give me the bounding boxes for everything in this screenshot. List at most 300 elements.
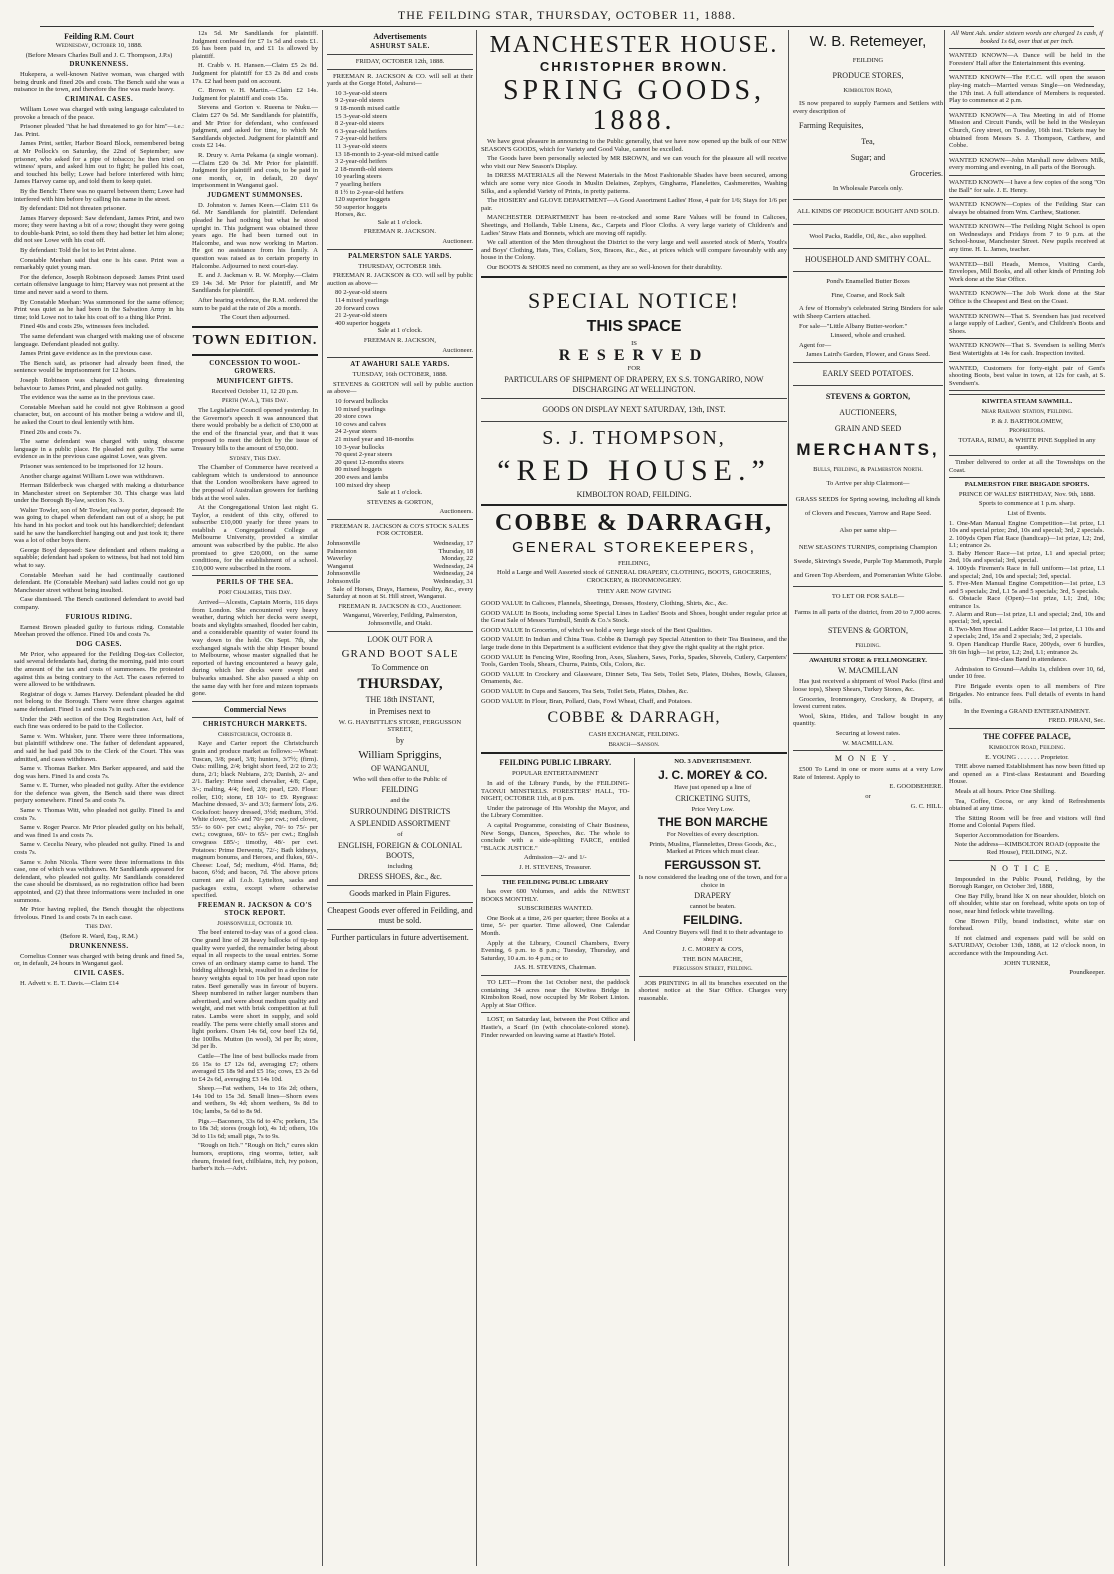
coal-text: HOUSEHOLD AND SMITHY COAL. bbox=[805, 255, 931, 265]
ad-date: FRIDAY, OCTOBER 12th, 1888. bbox=[355, 58, 445, 65]
ad-paragraph: Admission—2/- and 1/- bbox=[523, 854, 587, 862]
event-item: 7. Alarm and Run—1st prize, L1 and special; 2nd, 10s and special; 3rd, special. bbox=[949, 610, 1105, 626]
proprietors: Proprietors. bbox=[1009, 427, 1045, 435]
ad-paragraph: Apply at the Library, Council Chambers, Every Evening, 6 p.m. to 8 p.m.; Tuesday, Thursday, and Saturday, 10 a.m. to 4 p.m.; or to bbox=[481, 939, 630, 962]
court-heading: DOG CASES. bbox=[76, 640, 122, 648]
morey-signature: J. C. MOREY & CO'S, bbox=[682, 945, 744, 953]
sales-date: Wednesday, 24 bbox=[433, 562, 473, 570]
ad-paragraph: FREEMAN R. JACKSON & CO. will sell at their yards at the Gorge Hotel, Ashurst— bbox=[327, 72, 473, 88]
prince-birthday: PRINCE OF WALES' BIRTHDAY, Nov. 9th, 1888. bbox=[958, 490, 1096, 498]
wanted-ad: WANTED KNOWN—That S. Svendsen is selling Men's Best Watertights at 14s for cash. Inspection invited. bbox=[949, 342, 1105, 357]
news-column bbox=[192, 30, 318, 1566]
ad-signature: FREEMAN R. JACKSON & CO., Auctioneer. bbox=[338, 602, 462, 610]
ad-signature: FRED. PIRANI, Sec. bbox=[1048, 717, 1105, 725]
ad-paragraph: One Brown Filly, brand indistinct, white star on forehead. bbox=[949, 917, 1105, 933]
stevens-gorton-2: STEVENS & GORTON, bbox=[827, 626, 909, 636]
court-paragraph: Joseph Robinson was charged with using threatening behaviour to James Print, and pleaded not guilty. bbox=[14, 376, 184, 392]
ad-paragraph: STEVENS & GORTON will sell by public auction as above— bbox=[327, 380, 473, 396]
wanted-ad: WANTED KNOWN—That S. Svendsen has just received a large supply of Ladies', Gent's, and Children's Boots and Shoes. bbox=[949, 312, 1105, 335]
news-heading: PERILS OF THE SEA. bbox=[216, 579, 294, 587]
news-paragraph: Kaye and Carter report the Christchurch grain and produce market as follows:—Wheat: Tuscan, 3/8; pearl, 3/8; hunters, 3/7½; (firm). Oats: milling, 2/4; bright short feed, 2/2 to 2/3; duns, 2/1; black Nubians, 2/3; Danish, 2/- and 2/1. Barley: Prime seed chevalier, 4/8; Cape, 3/-; malting, 4/4; feed, 2/8; pearl, £20. Flour: roller, £10; stone, £8 10/- to £9. Ryegrass: Machine dressed, 3/- and 3/3; farmers' lots, 2/6. Cocksfoot: heavy dressed, 3½d; medium, 3½d. White clover, 55/- and 70/- per cwt.; red clover, 55/- to 60/- per cwt.; alsyke, 70/- to 75/- per cwt.; cowgrass, 60/- to 65/- per cwt.; English cowgrass £85/-; timothy, 48/- per cwt. Potatoes: Prime Derwents, 72/-; Bath kidneys, magnum bonums, and Heroes, and flukes, 60/-. Cheese: Loaf, 5d; medium, 4½d. Hams, 8d; bacon, 6½d; and bacon, 7d. The above prices current are all f.o.b. Lyttelton, sacks and packages extra, except where otherwise specified. bbox=[192, 740, 318, 900]
kimbolton-road: Kimbolton Road, bbox=[843, 86, 893, 94]
boot-sale-title: GRAND BOOT SALE bbox=[341, 647, 459, 660]
bartholomew: P. & J. BARTHOLOMEW, bbox=[991, 417, 1063, 425]
lot-item: 10 mixed yearlings bbox=[335, 405, 386, 413]
good-value-item: GOOD VALUE In Calicoes, Flannels, Sheetings, Dresses, Hosiery, Clothing, Shirts, &c., &c. bbox=[481, 600, 728, 608]
court-paragraph: Fined 20s and costs 7s. bbox=[20, 428, 81, 436]
court-paragraph: Registrar of dogs v. James Harvey. Defendant pleaded he did not belong to the Borough. There were three charges against same defendant. Fined 1s and costs 7s in each case. bbox=[14, 690, 184, 713]
ad-signature: W. MACMILLAN. bbox=[842, 739, 894, 747]
sales-place: Wanganui bbox=[327, 562, 354, 570]
let-sale: TO LET OR FOR SALE— bbox=[831, 592, 905, 600]
lot-item: 21 mixed year and 18-months bbox=[335, 435, 414, 443]
notice-title: NOTICE. bbox=[990, 863, 1064, 873]
ad-signature: STEVENS & GORTON, bbox=[367, 498, 433, 506]
sales-place: Johnsonville bbox=[327, 540, 361, 548]
or-text: or bbox=[865, 793, 871, 800]
commercial-title: Commercial News bbox=[223, 704, 287, 714]
boot-sale-text: SURROUNDING DISTRICTS bbox=[349, 806, 451, 816]
event-item: 4. 100yds Firemen's Race in full uniform—1st prize, L1 and special; 2nd, 10s and special; 3rd, special. bbox=[949, 565, 1105, 580]
is-text: IS bbox=[631, 339, 637, 347]
court-heading: FURIOUS RIDING. bbox=[65, 613, 133, 621]
wanted-ad: WANTED KNOWN—Copies of the Feilding Star can always be obtained from Wm. Carthew, Stationer. bbox=[949, 201, 1105, 216]
court-paragraph: James Harvey deposed: Saw defendant, James Print, and two more; they were having a bit of a row; thought they were going to double-bank Print, so told them they had better let him alone; did not see Lowe with his coat off. bbox=[14, 214, 184, 245]
court-paragraph: Hukepera, a well-known Native woman, was charged with being drunk and fined 20s and costs. The Bench said she was a nuisance in the town, and therefore the fine was made heavy. bbox=[14, 71, 184, 94]
ad-paragraph: Hold a Large and Well Assorted stock of GENERAL DRAPERY, CLOTHING, BOOTS, GROCERIES, CROCKERY, & IRONMONGERY. bbox=[497, 569, 771, 584]
wanted-ad: WANTED KNOWN—The Job Work done at the Star Office is the Cheapest and Best on the Coast. bbox=[949, 290, 1105, 306]
sales-place: Waverley bbox=[327, 555, 353, 563]
stevens-gorton-title: STEVENS & GORTON, bbox=[825, 391, 911, 401]
boot-sale-text: Cheapest Goods ever offered in Feilding, and must be sold. bbox=[327, 906, 473, 926]
boot-sale-text: of bbox=[397, 830, 403, 838]
lot-item: 80 2-year-old steers bbox=[335, 289, 388, 297]
boot-sale-text: DRESS SHOES, &c., &c. bbox=[358, 872, 442, 882]
good-value-item: GOOD VALUE In Cups and Saucers, Tea Sets, Toilet Sets, Plates, Dishes, &c. bbox=[481, 688, 689, 695]
event-item: 9. Open Handicap Hurdle Race, 200yds, over 6 hurdles, 3ft 6in high—1st prize, L2; 2nd, L1; entrance 2s. bbox=[949, 641, 1105, 656]
ad-paragraph: Prints, Muslins, Flannelettes, Dress Goods, &c., Marked at Prices which must clear. bbox=[649, 840, 777, 856]
lot-item: 10 yearling steers bbox=[335, 173, 382, 181]
ad-paragraph: And Country Buyers will find it to their advantage to shop at bbox=[642, 928, 783, 944]
events-list bbox=[949, 520, 1105, 657]
wanted-ad: WANTED KNOWN—A Tea Meeting in aid of Home Mission and Circuit Funds, will be held in the Wesleyan Church, Grey street, on Tuesday, 16th inst. Tickets may be obtained from Messrs S. J. Thompson, Carthew, and Cobbe. bbox=[949, 111, 1105, 150]
ad-paragraph: In DRESS MATERIALS all the Newest Materials in the Most Fashionable Shades have been secured, among which are some very nice Goods in Muslin Delaines, Zephyrs, Ginghams, Flanelettes, Cashmerettes, Washing Silks, and a splendid Variety of Prints, in pretty patterns. bbox=[481, 172, 787, 195]
court-paragraph: Same v. Wm. Whisker, junr. There were three informations, but plaintiff withdrew one. The father of defendant appeared, and said he had paid 30s to the Clerk of the Court. This was admitted, and cases withdrawn. bbox=[14, 732, 184, 763]
ad-paragraph: cannot be beaten. bbox=[689, 903, 736, 911]
fergusson-title: FERGUSSON ST. bbox=[664, 857, 762, 872]
coffee-palace-title: THE COFFEE PALACE, bbox=[983, 731, 1071, 741]
ad-paragraph: Admission to Ground—Adults 1s, children over 10, 6d, under 10 free. bbox=[949, 665, 1105, 681]
boot-sale-look: LOOK OUT FOR A bbox=[367, 634, 433, 644]
lot-item: 20 quest 12-months steers bbox=[335, 458, 404, 466]
lot-item: 6 3-year-old heifers bbox=[335, 127, 387, 135]
events-heading: List of Events. bbox=[1007, 509, 1047, 517]
boot-sale-text: and the bbox=[390, 797, 410, 805]
coffee-palace-address: Kimbolton Road, Feilding. bbox=[988, 743, 1066, 751]
wanted-ad: WANTED KNOWN—The Feilding Night School is open on Wednesdays and Fridays from 7 to 9 p.m. at the School-house, Manchester Street. New pupils received at any time. H. L. James, teacher. bbox=[949, 223, 1105, 254]
sales-date: Wednesday, 24 bbox=[433, 570, 473, 578]
lot-item: 9 18-month mixed cattle bbox=[335, 104, 400, 112]
boot-sale-text: A SPLENDID ASSORTMENT bbox=[349, 818, 451, 828]
court-paragraph: Same v. Thomas Witt, who pleaded not guilty. Fined 1s and costs 7s. bbox=[14, 807, 184, 822]
news-paragraph: D. Johnston v. James Keen.—Claim £11 6s 6d. Mr Sandilands for plaintiff. Defendant pleaded he had nothing but what he stood upright in. This judgment was obtained three years ago. He had been turned out in Halcombe, and was now working in Marton. He got no assistance from his family. A question was raised as to certain property in Halcombe. Adjourned to next court-day. bbox=[192, 201, 318, 270]
advertisements-header: Advertisements bbox=[373, 32, 427, 41]
lot-item: 7 yearling heifers bbox=[335, 180, 382, 188]
ad-signature: FREEMAN R. JACKSON, bbox=[363, 337, 437, 344]
good-value-item: GOOD VALUE In Fencing Wire, Roofing Iron, Axes, Slashers, Saws, Forks, Spades, Shovels, Cutlery, Carpenters' Tools, Garden Tools, Shears, Churns, Paints, Oils, Colors, &c. bbox=[481, 653, 787, 669]
court-column bbox=[14, 30, 184, 1566]
good-value-item: GOOD VALUE In Indian and China Teas. Cobbe & Darragh pay Special Attention to their Tea Business, and the large trade done in this Department is a sufficient evidence that they give the right quality at the right price. bbox=[481, 636, 787, 652]
ad-paragraph: has over 600 Volumes, and adds the NEWEST BOOKS MONTHLY. bbox=[481, 888, 630, 903]
advertisements-column bbox=[322, 30, 473, 1566]
ad-paragraph: MANCHESTER DEPARTMENT has been re-stocked and some Rare Values will be found in Calicoes, Sheetings, and Hollands, Table Linens, &c., Carpets and Floor Cloths. A very large variety of Children's and Ladies' Straw Hats and Bonnets, which are moving off rapidly. bbox=[481, 214, 787, 237]
news-paragraph: Stevens and Gorton v. Rueena te Nuku.—Claim £27 0s 5d. Mr Sandilands for plaintiffs, and Mr Prior for defendant, who confessed judgment, and asked for time, to which Mr Sandilands objected. Judgment for plaintiff and costs £2 14s. bbox=[192, 104, 318, 150]
court-paragraph: Same v. E. Turner, who pleaded not guilty. After the evidence for the defence was given, the Bench said there was direct perjury somewhere. Fined 5s and costs 7s. bbox=[14, 782, 184, 805]
cobbe-darragh-town: FEILDING, bbox=[617, 559, 651, 567]
library-title: FEILDING PUBLIC LIBRARY. bbox=[499, 758, 612, 768]
ad-date: TUESDAY, 16th OCTOBER, 1888. bbox=[352, 371, 448, 379]
feilding-small: Feilding. bbox=[855, 642, 881, 650]
cricketing-suits: CRICKETING SUITS, bbox=[675, 793, 751, 803]
court-paragraph: Fined 40s and costs 29s, witnesses fees included. bbox=[20, 323, 150, 331]
lot-list bbox=[327, 398, 473, 489]
ad-paragraph: One Bay Filly, brand like X on near shoulder, blotch on off shoulder, white star on forehead, white spots on top of nose, near hind fetlock white travelling. bbox=[949, 892, 1105, 916]
court-paragraph: For the defence, Joseph Robinson deposed: James Print used certain offensive language to him; Harvey was not present at the time and never said a word to them. bbox=[14, 273, 184, 297]
wool-packs: Wool Packs, Raddle, Oil, &c., also supplied. bbox=[809, 232, 927, 240]
reserved-text: RESERVED bbox=[558, 347, 710, 365]
court-paragraph: Same v. John Nicola. There were three informations in this case, one of which was withdrawn. Mr Sandilands appeared for defendant, who pleaded not guilty. Mr Sandilands considered the case should be dismissed, as no registration office had been appointed, and (2) that three informations were included in one summons. bbox=[14, 858, 184, 904]
lot-item: 50 superior hoggets bbox=[335, 203, 388, 211]
sales-date: Wednesday, 17 bbox=[433, 540, 473, 548]
court-paragraph: By defendant: Told the lot to let Print alone. bbox=[20, 247, 137, 255]
this-space: THIS SPACE bbox=[586, 317, 682, 335]
salt-text: Fine, Coarse, and Rock Salt bbox=[831, 291, 905, 299]
boot-sale-text: in Premises next to bbox=[369, 706, 431, 716]
news-heading: MUNIFICENT GIFTS. bbox=[216, 377, 294, 385]
lot-item: 400 superior hoggets bbox=[335, 319, 391, 327]
court-paragraph: George Boyd deposed: Saw defendant and others making a squabble; defendant had spoken to witness, but had not told him what to say. bbox=[14, 546, 184, 570]
lot-item: 120 superior hoggets bbox=[335, 196, 391, 204]
lot-item: 9 2-year-old steers bbox=[335, 97, 384, 105]
news-paragraph: The Legislative Council opened yesterday. In the Governor's speech it was announced that there would probably be a deficit of £30,000 at the end of the financial year, and that it was proposed to meet the deficit by the issue of Treasury bills to the amount of £50,000. bbox=[192, 406, 318, 452]
sales-date: Monday, 22 bbox=[441, 555, 473, 563]
ad-heading: AT AWAHURI SALE YARDS. bbox=[350, 361, 450, 369]
news-paragraph: After hearing evidence, the R.M. ordered the sum to be paid at the rate of 20s a month. bbox=[192, 297, 318, 312]
sales-place: Johnsonville bbox=[327, 570, 361, 578]
ad-paragraph: Our BOOTS & SHOES need no comment, as they are so well-known for their durability. bbox=[487, 263, 723, 271]
ad-paragraph: Wanganui, Waverley, Feilding, Palmerston, Johnsonville, and Otaki. bbox=[342, 612, 458, 627]
sugar-text: Sugar; and bbox=[850, 153, 886, 163]
ad-paragraph: Securing at lowest rates. bbox=[835, 730, 901, 738]
coffee-palace-proprietor: E. YOUNG . . . . . . . Proprietor. bbox=[985, 753, 1069, 761]
court-today: This Day. bbox=[85, 923, 113, 931]
classifieds-header: All Want Ads. under sixteen words are charged 1s cash, if booked 1s 6d, over that at per inch. bbox=[951, 30, 1103, 45]
ad-paragraph: Is now considered the leading one of the town, and for a choice in bbox=[638, 873, 787, 889]
boot-sale-text: FEILDING bbox=[381, 785, 419, 795]
also-text: Also per same ship— bbox=[839, 527, 897, 535]
ad-paragraph: LOST, on Saturday last, between the Post Office and Hastie's, a Scarf (in (with chocolate-colored stone). Finder rewarded on leaving same at Hastie's Hotel. bbox=[481, 1016, 630, 1039]
lot-item: 200 ewes and lambs bbox=[335, 473, 389, 481]
ad-paragraph: A few of Hornsby's celebrated String Binders for sale with Sheep Carriers attached. bbox=[793, 305, 943, 320]
price-low: Price Very Low. bbox=[691, 805, 734, 813]
library-popular: POPULAR ENTERTAINMENT bbox=[512, 770, 599, 778]
ad-paragraph: Have just opened up a line of bbox=[674, 783, 752, 791]
wanted-ad: WANTED KNOWN—The F.C.C. will open the season play-ing match—Married versus Single—on Wednesday, the 17th inst. A full attendance of Members is requested. Play to commence at 2 p.m. bbox=[949, 74, 1105, 105]
ad-signature: JOHN TURNER, bbox=[1003, 959, 1051, 967]
ad-signature-role: Auctioneer. bbox=[442, 346, 473, 354]
ad-paragraph: Tea, Coffee, Cocoa, or any kind of Refreshments obtained at any time. bbox=[949, 797, 1105, 813]
bon-marche-signature: THE BON MARCHE, bbox=[682, 955, 743, 963]
ad-paragraph: Under the patronage of His Worship the Mayor, and the Library Committee. bbox=[481, 804, 630, 820]
event-item: 2. 100yds Open Flat Race (handicap)—1st prize, L2; 2nd, L1; entrance 2s. bbox=[949, 534, 1105, 550]
lot-item: 70 quest 2-year steers bbox=[335, 451, 393, 459]
classifieds-column bbox=[944, 30, 1105, 1566]
court-paragraph: James Print, settler, Harbor Board Block, remembered being at Mr Pollock's on Saturday, the 22nd of September; saw prisoner, who asked for a pipe of tobacco; he then tried on witness' spurs, and asked him out to fight; he pulled his coat, and touched his belly; Lowe had before interfered with him; James Harvey came up, and told them to keep quiet. bbox=[14, 140, 184, 186]
spring-goods-title: SPRING GOODS, 1888. bbox=[502, 75, 766, 136]
ad-paragraph: JOB PRINTING in all its branches executed on the shortest notice at the Star Office. Charges very reasonable. bbox=[638, 979, 787, 1002]
lot-item: 15 3-year-old steers bbox=[335, 112, 388, 120]
lot-list bbox=[327, 289, 473, 327]
sales-date: Thursday, 18 bbox=[438, 547, 473, 555]
groceries-text: Groceries. bbox=[909, 169, 943, 179]
ad-paragraph: Groceries, Ironmongery, Crockery, & Drapery, at lowest current rates. bbox=[793, 695, 943, 711]
ad-paragraph: If not claimed and expenses paid will be sold on SATURDAY, October 13th, 1888, at 12 o'clock noon, in accordance with the Impounding Act. bbox=[949, 934, 1105, 957]
town-edition-title: TOWN EDITION. bbox=[192, 332, 318, 348]
wanted-ad: WANTED, Customers for forty-eight pair of Gent's shooting Boots, best value in town, at 12s for cash, at S. Svendsen's. bbox=[949, 364, 1105, 387]
bon-marche-title: THE BON MARCHE bbox=[657, 815, 768, 830]
fergusson-address: Fergusson Street, Feilding. bbox=[672, 965, 753, 973]
court-paragraph: By the Bench: There was no quarrel between them; Lowe had interfered with him before by calling his name in the street. bbox=[14, 187, 184, 203]
court-dateline: Wednesday, October 10, 1888. bbox=[55, 42, 143, 49]
pond-text: Pond's Enamelled Butter Boxes bbox=[826, 278, 910, 286]
ad-heading: ASHURST SALE. bbox=[370, 43, 430, 50]
awahuri-store: AWAHURI STORE & FELLMONGERY. bbox=[809, 656, 927, 664]
ad-paragraph: Sale at 1 o'clock. bbox=[377, 327, 423, 335]
news-heading: JUDGMENT SUMMONSES. bbox=[207, 191, 303, 199]
lot-item: 10 forward bullocks bbox=[335, 397, 389, 405]
macmillan-title: W. MACMILLAN bbox=[837, 666, 899, 676]
wanted-ad: WANTED KNOWN—I have a few copies of the song "On the Ball" for sale. J. E. Henry. bbox=[949, 178, 1105, 194]
display-text: GOODS ON DISPLAY NEXT SATURDAY, 13th, INST. bbox=[542, 404, 726, 414]
court-paragraph: Case dismissed. The Bench cautioned defendant to avoid bad company. bbox=[14, 596, 184, 611]
court-paragraph: The same defendant was charged with using obscene language in a public place. He pleaded not guilty. The same evidence as in the previous case against Lowe, was given. bbox=[14, 438, 184, 461]
court-before: (Before R. Ward, Esq., R.M.) bbox=[60, 932, 138, 940]
court-paragraph: Same v. Roger Pearce. Mr Prior pleaded guilty on his behalf, and was fined 1s and costs 7s. bbox=[14, 824, 184, 839]
court-paragraph: William Lowe was charged with using language calculated to provoke a breach of the peace. bbox=[14, 105, 184, 121]
news-heading: CHRISTCHURCH MARKETS. bbox=[202, 720, 308, 728]
sales-row bbox=[327, 555, 473, 563]
boot-sale-text: ENGLISH, FOREIGN & COLONIAL BOOTS, bbox=[338, 840, 462, 860]
news-paragraph: C. Brown v. H. Martin.—Claim £2 14s. Judgment for plaintiff and costs 15s. bbox=[192, 87, 318, 102]
news-received: Received October 11, 12 20 p.m. bbox=[211, 387, 299, 395]
event-item: 6. Obstacle Race (Open)—1st prize, L1; 2nd, 10s; entrance 1s. bbox=[949, 595, 1105, 611]
news-paragraph: "Rough on Itch." "Rough on Itch," cures skin humors, eruptions, ring worms, tetter, salt rheum, frosted feet, chilblains, itch, ivy poison, barber's itch.—Advt. bbox=[192, 1142, 318, 1173]
court-paragraph: Constable Meehan said he could not give Robinson a good character, but, on account of his mother being a widow and ill, he asked the Court to deal leniently with him. bbox=[14, 403, 184, 426]
ad-paragraph: Sale at 1 o'clock. bbox=[377, 489, 423, 497]
news-paragraph: Sheep.—Fat wethers, 14s to 16s 2d; others, 14s 10d to 15s 3d. Small lines—Shorn ewes and wethers, 9s 4d; shorn wethers, 9s 8d to 10s; lambs, 5s 6d to 8s 9d. bbox=[192, 1085, 318, 1116]
lot-list bbox=[327, 90, 473, 219]
bottom-ads bbox=[481, 758, 787, 1041]
ad-signature: J. H. STEVENS, Treasurer. bbox=[519, 863, 592, 871]
boot-sale-seller: William Spriggins, bbox=[358, 748, 442, 761]
sales-row bbox=[327, 578, 473, 586]
morey-title: J. C. MOREY & CO. bbox=[658, 767, 768, 782]
lot-item: 10 3-year bullocks bbox=[335, 443, 385, 451]
ad-paragraph: Timber delivered to order at all the Townships on the Coast. bbox=[949, 458, 1105, 474]
sales-place: Johnsonville bbox=[327, 578, 361, 586]
court-paragraph: Same v. Cecelia Neary, who pleaded not guilty. Fined 1s and costs 7s. bbox=[14, 841, 184, 857]
library2-title: THE FEILDING PUBLIC LIBRARY bbox=[501, 878, 609, 886]
grass-seeds: GRASS SEEDS for Spring sowing, including all kinds of Clovers and Fescues, Yarrow and Rape Seed. bbox=[795, 496, 941, 518]
ad-paragraph: Linseed, whole and crushed. bbox=[830, 332, 906, 340]
arrive-text: To Arrive per ship Clairmont— bbox=[826, 479, 910, 487]
boot-sale-text: Who will then offer to the Public of bbox=[352, 775, 448, 783]
court-paragraph: The evidence was the same as in the previous case. bbox=[20, 394, 155, 402]
court-paragraph: Mr Prior having replied, the Bench thought the objections frivolous. Fined 1s and costs 7s in each case. bbox=[14, 906, 184, 921]
court-paragraph: Constable Meehan said that one is his case. Print was a remarkably quiet young man. bbox=[14, 256, 184, 272]
court-paragraph: H. Advett v. E. T. Davis.—Claim £14 bbox=[20, 979, 119, 987]
event-item: 3. Baby Hencer Race—1st prize, L1 and special prize; 2nd, 10s and special; 3rd, special. bbox=[949, 549, 1105, 565]
tea-text: Tea, bbox=[861, 137, 875, 147]
lot-item: 114 mixed yearlings bbox=[335, 297, 389, 305]
auctioneers-text: AUCTIONEERS, bbox=[839, 407, 897, 417]
lot-item: 21 2-year-old steers bbox=[335, 312, 388, 320]
court-paragraph: Walter Towler, son of Mr Towler, railway porter, deposed: He was going to chapel when defendant ran out of a shop; he put his hand in his pocket and took out his handkerchief; defendant said he saw the handkerchief hanging out and just took it; there was a lot of other boys there. bbox=[14, 506, 184, 545]
court-paragraph: By Constable Meehan: Was summoned for the same offence; Print was quiet as he had been in the Salvation Army in his time; told Lowe not to take his coat off to a thing like Print. bbox=[14, 298, 184, 321]
lot-item: 11 3-year-old steers bbox=[335, 142, 387, 150]
court-paragraph: Earnest Brown pleaded guilty to furious riding. Constable Meehan proved the offence. Fined 10s and costs 7s. bbox=[14, 623, 184, 639]
boot-sale-text: Further particulars in future advertisement. bbox=[331, 933, 469, 943]
ad-signature: JAS. H. STEVENS, Chairman. bbox=[514, 964, 597, 972]
lot-item: 8 2-year-old steers bbox=[335, 120, 384, 128]
merchants-title: MERCHANTS, bbox=[796, 439, 940, 459]
sawmill-sub: Near Railway Station, Feilding. bbox=[981, 407, 1073, 415]
no3-advertisement: NO. 3 ADVERTISEMENT. bbox=[674, 758, 752, 766]
ad-paragraph: FREEMAN R. JACKSON & CO. will sell by public auction as above— bbox=[327, 272, 473, 287]
ad-signature: FREEMAN R. JACKSON. bbox=[363, 228, 437, 236]
lot-item: Horses, &c. bbox=[335, 211, 367, 219]
sales-place: Palmerston bbox=[327, 547, 357, 555]
news-paragraph: R. Drury v. Arria Pekama (a single woman).—Claim £20 0s 3d. Mr Prior for plaintiff. Judgment for plaintiff and costs, to be paid in one month, or, in default, 20 days' imprisonment in Wanganui gaol. bbox=[192, 151, 318, 190]
library2-subscribers: SUBSCRIBERS WANTED. bbox=[517, 905, 593, 913]
boot-sale-text: THE 18th INSTANT, bbox=[365, 694, 435, 704]
court-heading: CRIMINAL CASES. bbox=[64, 95, 134, 103]
money-title: MONEY. bbox=[834, 754, 902, 764]
trade-column bbox=[788, 30, 943, 1566]
ad-date: THURSDAY, OCTOBER 18th. bbox=[358, 262, 442, 270]
cobbe-darragh-title: COBBE & DARRAGH, bbox=[494, 509, 773, 536]
boot-sale-day: THURSDAY, bbox=[357, 675, 443, 692]
court-paragraph: Herman Bilderbeck was charged with making a disturbance in Manchester street on September 30. This charge was laid under the Borough By-law, section No. 3. bbox=[14, 482, 184, 505]
good-value-item: GOOD VALUE In Boots, including some Special Lines in Ladies' Boots and Shoes, bought under regular price at the Great Sale of Messrs Turnbull, Smith & Co.'s Stock. bbox=[481, 609, 787, 625]
feilding-title: FEILDING. bbox=[683, 912, 743, 927]
ad-paragraph: TO LET—From the 1st October next, the paddock containing 34 acres near the Kiwitea Bridge in Kimbolton Road, now occupied by Mr Robert Linton. Apply at Star Office. bbox=[481, 979, 630, 1009]
ad-paragraph: In aid of the Library Funds, by the FEILDING-TAONUI MINSTRELS. FORESTERS' HALL, TO-NIGHT, OCTOBER 11th, at 8 p.m. bbox=[481, 779, 630, 803]
farming-requisites: Farming Requisites, bbox=[799, 121, 864, 131]
display-ads-column bbox=[476, 30, 787, 1566]
ad-paragraph: We call attention of the Men throughout the District to the very large and well assorted stock of Men's, Youth's and Boys' Clothing, Hats, Ties, Collars, Sox, Braces, &c., &c., at prices which will compare favourably with any house in the Colony. bbox=[481, 239, 787, 262]
ad-paragraph: IS now prepared to supply Farmers and Settlers with every description of bbox=[793, 100, 943, 115]
retemeyer-town: FEILDING bbox=[852, 57, 884, 64]
retemeyer-title: W. B. Retemeyer, bbox=[809, 33, 927, 50]
fire-brigade-title: PALMERSTON FIRE BRIGADE SPORTS. bbox=[964, 481, 1090, 489]
court-paragraph: Mr Prior, who appeared for the Feilding Dog-tax Collector, said several defendants had, during the morning, paid into court the amount of the tax and costs of summonses. He protested against this as being contrary to the Act. The cases referred to were allowed to be withdrawn. bbox=[14, 650, 184, 689]
ad-paragraph: The Sitting Room will be free and visitors will find Home and Colonial Papers filed. bbox=[949, 814, 1105, 830]
sales-row bbox=[327, 548, 473, 556]
ad-heading: FREEMAN R. JACKSON & CO'S STOCK SALES FOR OCTOBER. bbox=[331, 522, 469, 538]
lot-item: 10 3-year-old steers bbox=[335, 89, 388, 97]
cobbe-darragh-title-2: COBBE & DARRAGH, bbox=[547, 709, 721, 727]
manchester-house-owner: CHRISTOPHER BROWN. bbox=[539, 59, 729, 74]
sales-date: Wednesday, 31 bbox=[433, 578, 473, 586]
good-value-item: GOOD VALUE In Flour, Bran, Pollard, Oats, Fowl Wheat, Chaff, and Potatoes. bbox=[481, 697, 692, 705]
lot-item: 10 cows and calves bbox=[335, 420, 387, 428]
masthead: THE FEILDING STAR, THURSDAY, OCTOBER 11, 1888. bbox=[40, 8, 1094, 27]
news-paragraph: Arrived—Alcestis, Captain Morris, 116 days from London. She encountered very heavy weather, during which her decks were swept, boats and skylights smashed, flooded her cabin, and a considerable quantity of water found its way down to the hold. On Sept. 7th, she exchanged signals with the ship Hesper bound to Melbourne, whose master signalled that he reported of having encountered a heavy gale, during which her decks were swept and bulwarks smashed. She also passed a ship on the same day with her fore and mizen topmasts gone. bbox=[192, 599, 318, 698]
boot-sale-text: by bbox=[396, 735, 404, 745]
ad-paragraph: Agent for— bbox=[799, 341, 832, 349]
ad-paragraph: THE above named Establishment has now been fitted up and opened as a First-class Restaurant and Boarding House. bbox=[949, 763, 1105, 786]
good-value-list bbox=[481, 600, 787, 705]
court-heading: CIVIL CASES. bbox=[73, 969, 125, 977]
ad-paragraph: Fire Brigade events open to all members of Fire Brigades. No entrance fees. Full details of events in hand bills. bbox=[949, 682, 1105, 706]
event-item: 1. One-Man Manual Engine Competition—1st prize, L1 10s and special prize; 2nd, 10s and special; 3rd, 2 specials. bbox=[949, 519, 1105, 535]
lot-item: 20 forward cows bbox=[335, 304, 380, 312]
sales-row bbox=[327, 540, 473, 548]
news-paragraph: H. Crabb v. H. Hansen.—Claim £5 2s 8d. Judgment for plaintiff for £3 2s 8d and costs 17s. £2 had been paid on account. bbox=[192, 62, 318, 85]
court-paragraph: Cornelius Conner was charged with being drunk and fined 5s, or, in default, 24 hours in Wanganui gaol. bbox=[14, 952, 184, 968]
news-paragraph: E. and J. Jackman v. R. W. Morphy.—Claim £9 14s 3d. Mr Prior for plaintiff, and Mr Sandilands for plaintiff. bbox=[192, 272, 318, 295]
lot-item: 7 2-year-old heifers bbox=[335, 135, 387, 143]
news-paragraph: The Court then adjourned. bbox=[220, 314, 290, 322]
sales-row bbox=[327, 563, 473, 571]
drapery-text: DRAPERY bbox=[694, 891, 732, 901]
ad-paragraph: Wool, Skins, Hides, and Tallow bought in any quantity. bbox=[793, 712, 943, 728]
ad-signature: G. C. HILL. bbox=[910, 802, 943, 810]
cobbe-darragh-giving: THEY ARE NOW GIVING bbox=[596, 588, 672, 596]
ad-heading: PALMERSTON SALE YARDS. bbox=[348, 252, 452, 260]
court-heading: DRUNKENNESS. bbox=[69, 61, 129, 69]
news-dateline: Christchurch, October 8. bbox=[218, 730, 292, 738]
for-text: FOR bbox=[627, 365, 641, 373]
ad-signature-role: Auctioneer. bbox=[442, 238, 473, 246]
court-paragraph: Another charge against William Lowe was withdrawn. bbox=[20, 472, 164, 480]
ad-paragraph: Has just received a shipment of Wool Packs (first and loose tops), Sheep Shears, Turkey Stones, &c. bbox=[793, 678, 943, 694]
manchester-house-title: MANCHESTER HOUSE. bbox=[489, 32, 779, 58]
evening-text: In the Evening a GRAND ENTERTAINMENT. bbox=[963, 707, 1091, 715]
court-title: Feilding R.M. Court bbox=[64, 32, 134, 41]
ad-paragraph: The HOSIERY and GLOVE DEPARTMENT—A Good Assortment Ladies' Hose, 4 pair for 1/6; Stays for 1/6 per pair. bbox=[481, 197, 787, 212]
wanted-ad: WANTED—Bill Heads, Memos, Visiting Cards, Envelopes, Mill Books, and all other kinds of Printing Job Work done at the Star Office. bbox=[949, 260, 1105, 283]
court-paragraph: The Bench said, as prisoner had already been fined, the sentence would be imprisonment for 12 hours. bbox=[14, 359, 184, 375]
court-paragraph: James Print gave evidence as in the previous case. bbox=[20, 350, 153, 358]
news-heading: CONCESSION TO WOOL-GROWERS. bbox=[209, 359, 301, 375]
ad-paragraph: For Novelties of every description. bbox=[666, 831, 759, 839]
lot-item: 3 2-year-old heifers bbox=[335, 158, 387, 166]
wanted-ad: WANTED KNOWN—John Marshall now delivers Milk, every morning and evening, in all parts of the Borough. bbox=[949, 156, 1105, 172]
news-paragraph: At the Congregational Union last night G. Taylor, a resident of this city, offered to subscribe £10,000 yearly for three years to establish a Congregational College at Melbourne University, provided a similar amount was subscribed by the public. He also promised to give £20,000, on the same conditions, for the establishment of a school. £10,000 were subscribed in the room. bbox=[192, 504, 318, 572]
court-before: (Before Messrs Charles Bull and J. C. Thompson, J.P.s) bbox=[25, 51, 173, 59]
good-value-item: GOOD VALUE In Crockery and Glassware, Dinner Sets, Tea Sets, Toilet Sets, Plates, Dishes, Bowls, Glasses, Ornaments, &c. bbox=[481, 670, 787, 686]
court-paragraph: Under the 24th section of the Dog Registration Act, half of each fine was ordered to be paid to the Collector. bbox=[14, 715, 184, 731]
ad-paragraph: James Laird's Garden, Flower, and Grass Seed. bbox=[805, 351, 931, 359]
morey-ads bbox=[639, 758, 788, 1041]
boot-sale-text: To Commence on bbox=[371, 662, 429, 672]
ad-paragraph: A capital Programme, consisting of Chair Business, New Songs, Dances, Speeches, &c. The whole to conclude with a side-splitting FARCE, entitled "BLACK JUSTICE." bbox=[481, 821, 630, 852]
court-paragraph: Constable Meehan said he had continually cautioned defendant. He (Constable Meehan) said ladies could not go up Manchester street without being insulted. bbox=[14, 571, 184, 594]
ad-paragraph: Sale at 1 o'clock. bbox=[377, 218, 423, 226]
kimbolton-road: KIMBOLTON ROAD, FEILDING. bbox=[576, 489, 692, 499]
